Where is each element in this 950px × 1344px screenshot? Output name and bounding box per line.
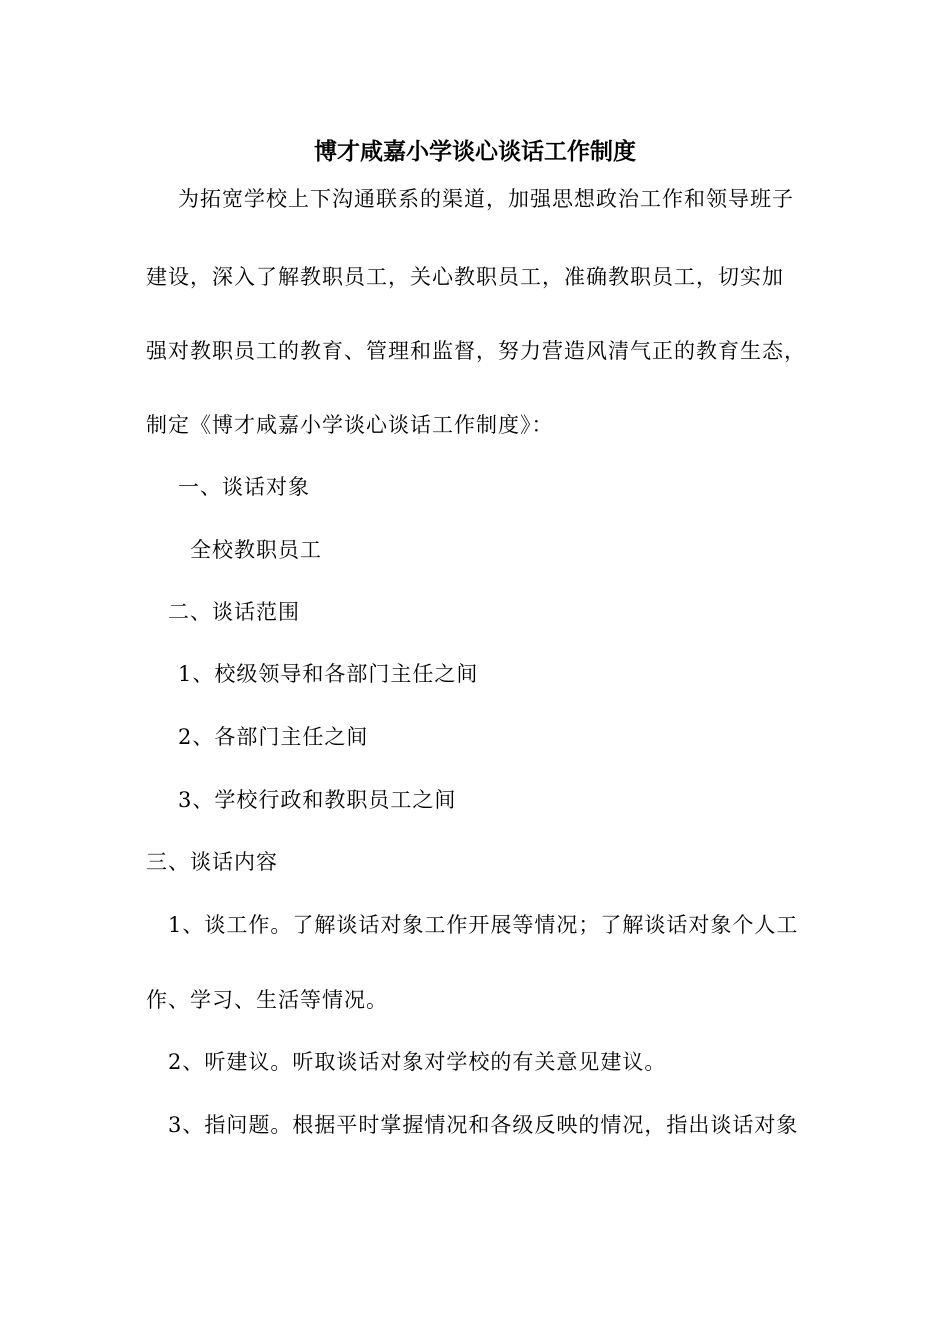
intro-line-3: 强对教职员工的教育、管理和监督，努力营造风清气正的教育生态，	[146, 339, 806, 363]
intro-line-2: 建设，深入了解教职员工，关心教职员工，准确教职员工，切实加	[146, 265, 784, 289]
section-heading-scope: 二、谈话范围	[168, 600, 300, 624]
scope-item-1: 1、校级领导和各部门主任之间	[178, 662, 479, 686]
content-item-3: 3、指问题。根据平时掌握情况和各级反映的情况，指出谈话对象	[168, 1113, 799, 1137]
section-heading-targets: 一、谈话对象	[178, 475, 310, 499]
scope-item-3: 3、学校行政和教职员工之间	[178, 788, 457, 812]
document-title: 博才咸嘉小学谈心谈话工作制度	[314, 139, 636, 165]
content-item-1-line-1: 1、谈工作。了解谈话对象工作开展等情况；了解谈话对象个人工	[168, 913, 799, 937]
scope-item-2: 2、各部门主任之间	[178, 725, 369, 749]
intro-line-4: 制定《博才咸嘉小学谈心谈话工作制度》：	[146, 413, 554, 437]
content-item-1-line-2: 作、学习、生活等情况。	[146, 988, 388, 1012]
intro-line-1: 为拓宽学校上下沟通联系的渠道，加强思想政治工作和领导班子	[178, 187, 794, 211]
section-body-targets: 全校教职员工	[190, 538, 322, 562]
content-item-2: 2、听建议。听取谈话对象对学校的有关意见建议。	[168, 1050, 667, 1074]
section-heading-content: 三、谈话内容	[146, 850, 278, 874]
